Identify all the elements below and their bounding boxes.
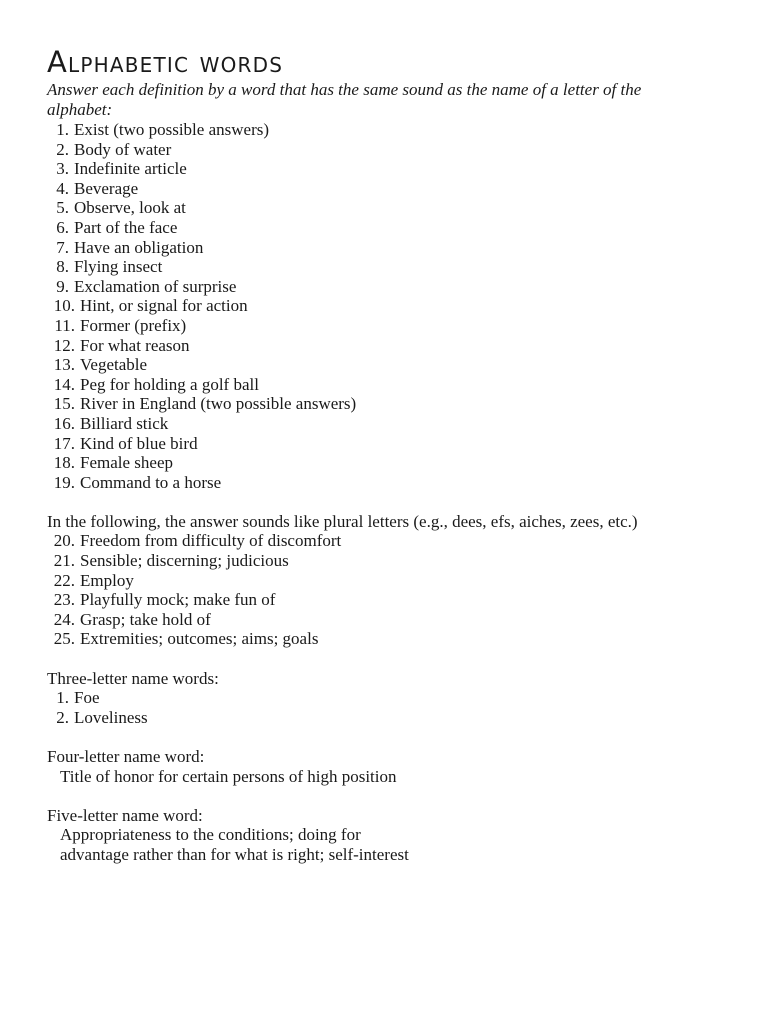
definition-list-2: [47, 531, 727, 649]
item-text: Loveliness: [74, 707, 148, 727]
list-item: [47, 159, 727, 179]
item-text: Former (prefix): [80, 315, 187, 335]
item-text: Observe, look at: [74, 198, 186, 218]
item-text: Employ: [80, 570, 134, 590]
list-item: [47, 375, 727, 395]
list-item: [47, 434, 727, 454]
spacer: [47, 649, 727, 669]
instructions: Answer each definition by a word that has the same sound as the name of a letter of the alphabet:: [47, 80, 642, 119]
spacer: [47, 727, 727, 747]
item-number: 2.: [56, 139, 69, 159]
list-item: [47, 296, 727, 316]
page-title: Alphabetic words: [47, 45, 284, 79]
item-number: 6.: [56, 217, 69, 237]
definition-text: Appropriateness to the conditions; doing for: [60, 825, 361, 845]
item-number: 8.: [56, 257, 69, 277]
item-text: Freedom from difficulty of discomfort: [80, 531, 342, 551]
list-item: [47, 336, 727, 356]
item-number: 24.: [53, 609, 75, 629]
list-item: [47, 277, 727, 297]
item-number: 18.: [53, 453, 75, 473]
section-heading-five-letter: Five-letter name word:: [47, 805, 203, 825]
spacer: [47, 786, 727, 806]
list-item: [47, 531, 727, 551]
item-number: 11.: [54, 315, 75, 335]
item-text: Body of water: [74, 139, 172, 159]
list-item: [47, 571, 727, 591]
spacer: [47, 492, 727, 512]
item-number: 5.: [56, 198, 69, 218]
item-text: River in England (two possible answers): [80, 394, 357, 414]
section-heading-three-letter: Three-letter name words:: [47, 668, 219, 688]
list-item: [47, 551, 727, 571]
item-text: Grasp; take hold of: [80, 609, 211, 629]
item-text: Beverage: [74, 178, 139, 198]
definition-list-1: [47, 120, 727, 492]
list-item: [47, 414, 727, 434]
item-number: 1.: [56, 688, 69, 708]
item-number: 9.: [56, 276, 69, 296]
item-number: 23.: [53, 590, 75, 610]
item-number: 20.: [53, 531, 75, 551]
item-number: 15.: [53, 394, 75, 414]
item-text: Hint, or signal for action: [80, 296, 248, 316]
item-text: Flying insect: [74, 257, 163, 277]
list-item: [47, 355, 727, 375]
item-text: Playfully mock; make fun of: [80, 590, 276, 610]
item-text: Vegetable: [80, 355, 148, 375]
item-text: For what reason: [80, 335, 190, 355]
list-item: [47, 688, 727, 708]
list-item: [47, 316, 727, 336]
section-heading-plural: In the following, the answer sounds like plural letters (e.g., dees, efs, aiches, zees, etc.): [47, 511, 638, 531]
list-item: [47, 590, 727, 610]
definition-text: advantage rather than for what is right; self-interest: [60, 844, 409, 864]
item-number: 25.: [53, 629, 75, 649]
list-item: [47, 238, 727, 258]
item-text: Sensible; discerning; judicious: [80, 551, 289, 571]
list-item: [47, 394, 727, 414]
item-text: Billiard stick: [80, 413, 169, 433]
item-number: 3.: [56, 159, 69, 179]
item-number: 16.: [53, 413, 75, 433]
item-number: 1.: [56, 120, 69, 139]
item-number: 22.: [53, 570, 75, 590]
list-item: [47, 218, 727, 238]
item-number: 21.: [53, 551, 75, 571]
list-item: [47, 453, 727, 473]
item-text: Part of the face: [74, 217, 178, 237]
list-item: [47, 473, 727, 493]
list-item: [47, 708, 727, 728]
list-item: [47, 179, 727, 199]
list-item: [47, 257, 727, 277]
item-text: Foe: [74, 688, 100, 708]
item-text: Exist (two possible answers): [74, 120, 270, 139]
item-text: Peg for holding a golf ball: [80, 374, 259, 394]
item-text: Kind of blue bird: [80, 433, 198, 453]
document-page: [47, 44, 727, 865]
item-number: 17.: [53, 433, 75, 453]
item-text: Female sheep: [80, 453, 173, 473]
list-item: [47, 198, 727, 218]
item-text: Indefinite article: [74, 159, 187, 179]
list-item: [47, 120, 727, 140]
list-item: [47, 140, 727, 160]
definition-text: Title of honor for certain persons of high position: [60, 766, 397, 786]
section-heading-four-letter: Four-letter name word:: [47, 747, 205, 766]
list-item: [47, 610, 727, 630]
item-number: 7.: [56, 237, 69, 257]
item-number: 13.: [53, 355, 75, 375]
item-number: 2.: [56, 707, 69, 727]
item-text: Have an obligation: [74, 237, 204, 257]
item-number: 4.: [56, 178, 69, 198]
item-number: 19.: [53, 472, 75, 492]
item-text: Command to a horse: [80, 472, 222, 492]
item-number: 10.: [53, 296, 75, 316]
item-number: 14.: [53, 374, 75, 394]
definition-list-3: [47, 688, 727, 727]
list-item: [47, 629, 727, 649]
item-text: Extremities; outcomes; aims; goals: [80, 629, 319, 649]
item-number: 12.: [53, 335, 75, 355]
item-text: Exclamation of surprise: [74, 276, 237, 296]
